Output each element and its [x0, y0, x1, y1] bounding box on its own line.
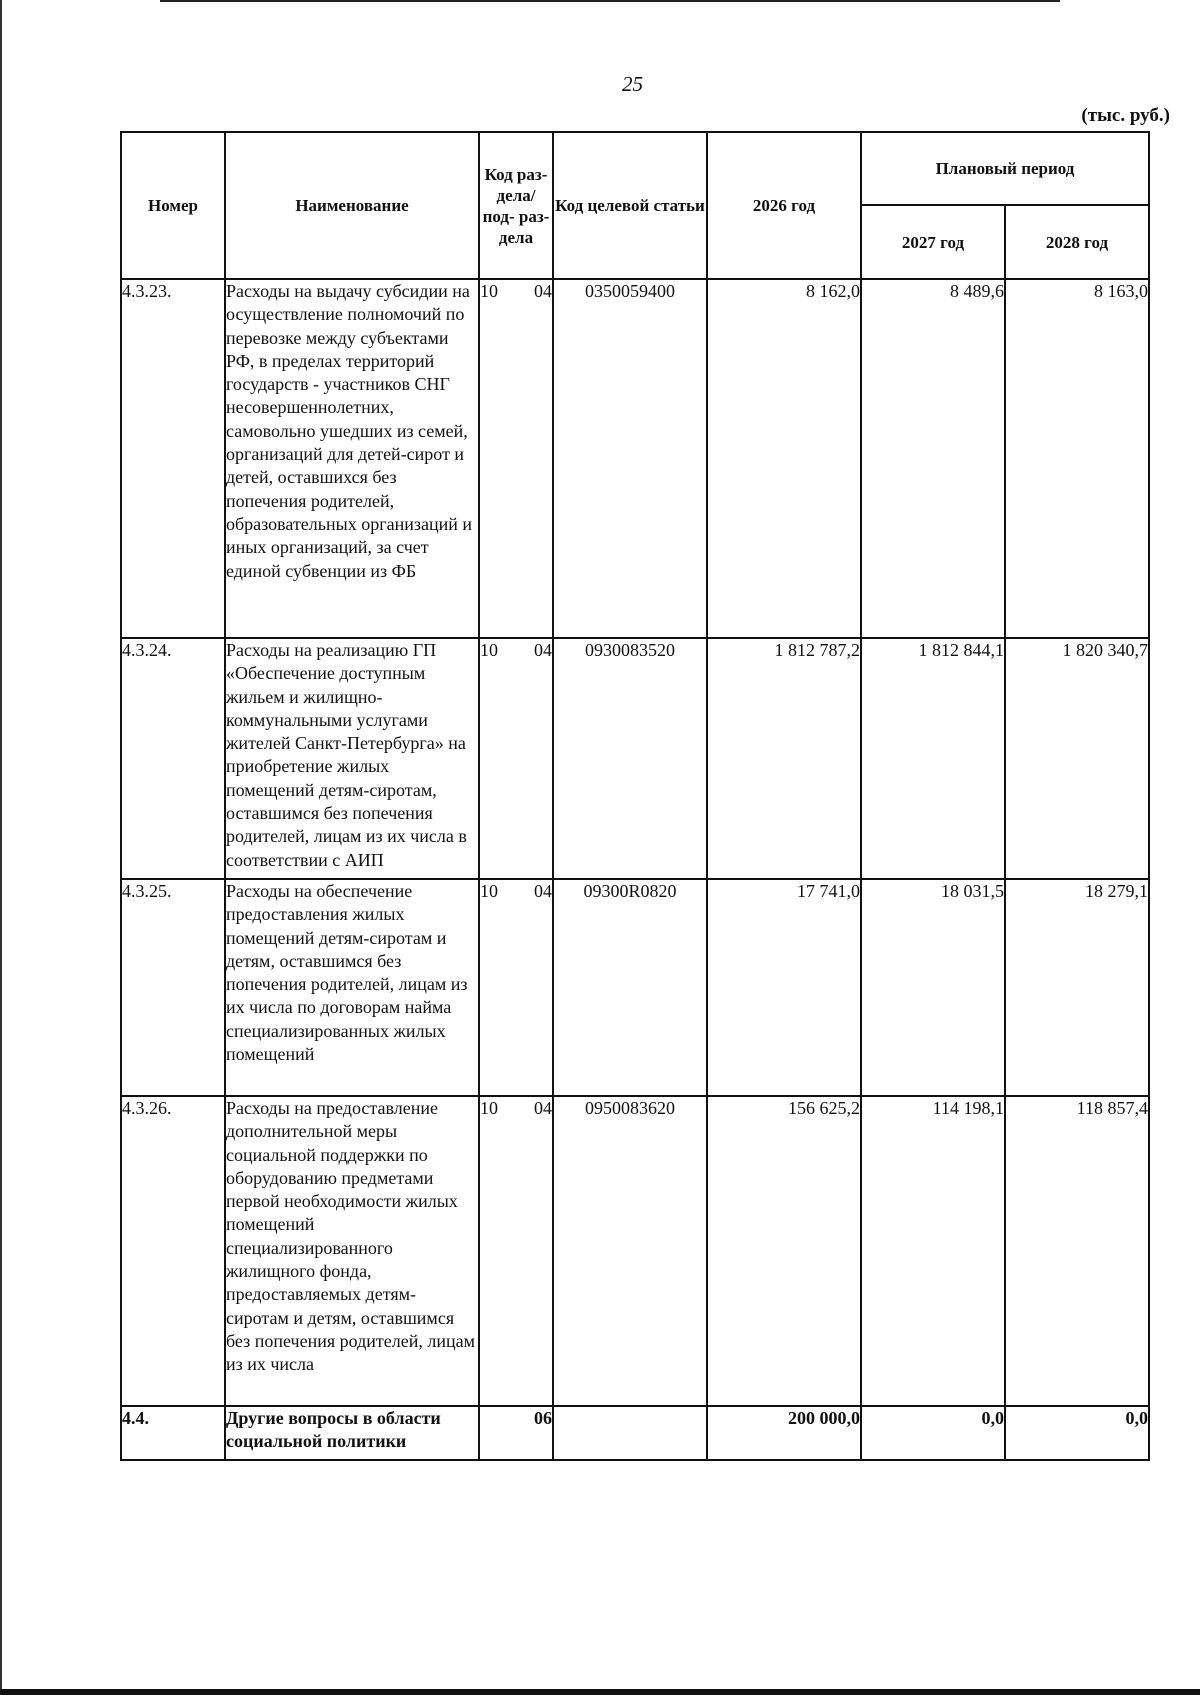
header-planned-period: Плановый период	[861, 132, 1149, 205]
row-name: Расходы на обеспечение предоставления жилых помещений детям-сиротам и детям, оставшимся без попечения родителей, лицам из их числа по договорам найма специализированных жилых помещений	[225, 879, 479, 1096]
scan-bottom-edge	[0, 1689, 1200, 1695]
row-value-2027: 1 812 844,1	[861, 638, 1005, 879]
row-section-code	[479, 279, 553, 638]
row-subsection: 04	[534, 881, 552, 901]
row-section: 10	[480, 281, 498, 301]
row-value-2026: 200 000,0	[707, 1406, 861, 1460]
budget-table	[120, 131, 1150, 1461]
row-value-2028: 0,0	[1005, 1406, 1149, 1460]
row-subsection: 06	[534, 1408, 552, 1428]
row-value-2028: 118 857,4	[1005, 1096, 1149, 1406]
row-target-code: 0950083620	[553, 1096, 707, 1406]
row-target-code: 0350059400	[553, 279, 707, 638]
row-target-code	[553, 1406, 707, 1460]
row-section-code	[479, 638, 553, 879]
row-number: 4.4.	[121, 1406, 225, 1460]
row-section-code	[479, 879, 553, 1096]
row-value-2026: 8 162,0	[707, 279, 861, 638]
row-value-2028: 1 820 340,7	[1005, 638, 1149, 879]
table-row	[121, 879, 1149, 1096]
header-name: Наименование	[225, 132, 479, 279]
header-target-code: Код целевой статьи	[553, 132, 707, 279]
row-number: 4.3.26.	[121, 1096, 225, 1406]
row-value-2028: 18 279,1	[1005, 879, 1149, 1096]
row-name: Расходы на предоставление дополнительной меры социальной поддержки по оборудованию предметами первой необходимости жилых помещений специализированного жилищного фонда, предоставляемых детям-сиротам и детям, оставшимся без попечения родителей, лицам из их числа	[225, 1096, 479, 1406]
row-subsection: 04	[534, 1098, 552, 1118]
header-number: Номер	[121, 132, 225, 279]
table-row	[121, 1406, 1149, 1460]
row-value-2027: 18 031,5	[861, 879, 1005, 1096]
page-number: 25	[622, 72, 643, 96]
units-label: (тыс. руб.)	[1081, 105, 1170, 126]
row-name: Расходы на выдачу субсидии на осуществление полномочий по перевозке между субъектами РФ, в пределах территорий государств - участников СНГ несовершеннолетних, самовольно ушедших из семей, организаций для детей-сирот и детей, оставшихся без попечения родителей, образовательных организаций и иных организаций, за счет единой субвенции из ФБ	[225, 279, 479, 638]
row-number: 4.3.25.	[121, 879, 225, 1096]
row-value-2026: 17 741,0	[707, 879, 861, 1096]
row-section: 10	[480, 640, 498, 660]
row-value-2027: 8 489,6	[861, 279, 1005, 638]
header-year-2028: 2028 год	[1005, 205, 1149, 279]
row-number: 4.3.23.	[121, 279, 225, 638]
row-value-2026: 156 625,2	[707, 1096, 861, 1406]
row-value-2026: 1 812 787,2	[707, 638, 861, 879]
row-section-code	[479, 1096, 553, 1406]
row-target-code: 09300R0820	[553, 879, 707, 1096]
row-value-2027: 114 198,1	[861, 1096, 1005, 1406]
table-row	[121, 279, 1149, 638]
scan-top-edge	[160, 0, 1060, 2]
row-section: 10	[480, 881, 498, 901]
table-row	[121, 1096, 1149, 1406]
row-name: Расходы на реализацию ГП «Обеспечение доступным жильем и жилищно-коммунальными услугами жителей Санкт-Петербурга» на приобретение жилых помещений детям-сиротам, оставшимся без попечения родителей, лицам из их числа в соответствии с АИП	[225, 638, 479, 879]
row-subsection: 04	[534, 281, 552, 301]
row-number: 4.3.24.	[121, 638, 225, 879]
row-section: 10	[480, 1098, 498, 1118]
row-target-code: 0930083520	[553, 638, 707, 879]
row-section-code	[479, 1406, 553, 1460]
table-row	[121, 638, 1149, 879]
header-year-2027: 2027 год	[861, 205, 1005, 279]
row-subsection: 04	[534, 640, 552, 660]
header-section-code: Код раз- дела/ под- раз- дела	[479, 132, 553, 279]
row-value-2028: 8 163,0	[1005, 279, 1149, 638]
scan-left-edge	[0, 0, 2, 1695]
row-name: Другие вопросы в области социальной политики	[225, 1406, 479, 1460]
row-value-2027: 0,0	[861, 1406, 1005, 1460]
header-year-2026: 2026 год	[707, 132, 861, 279]
